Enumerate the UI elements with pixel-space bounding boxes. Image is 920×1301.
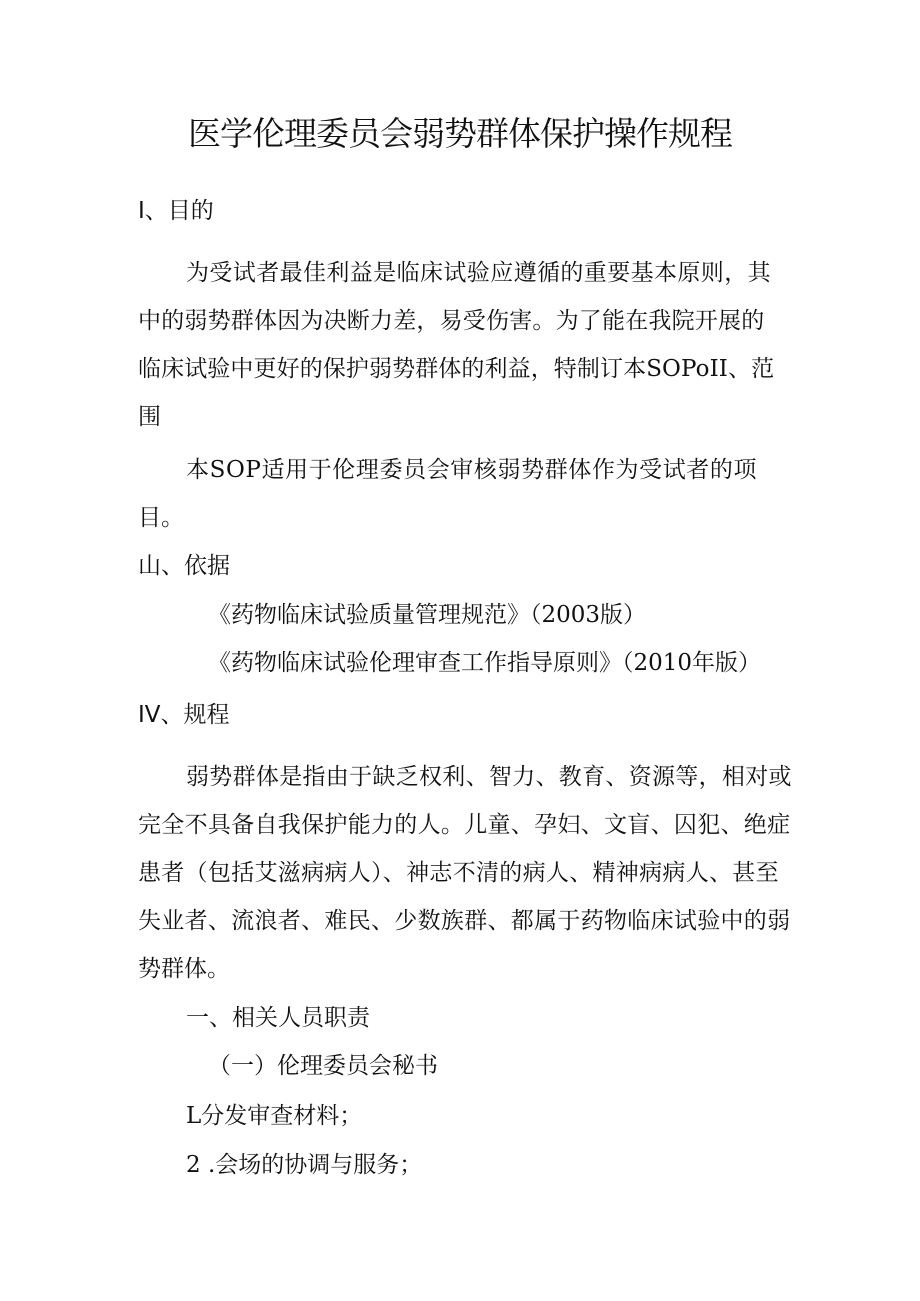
section-heading-procedure: IV、规程 xyxy=(138,702,230,728)
subheading-secretary: （一）伦理委员会秘书 xyxy=(208,1053,438,1079)
list-item: 2 .会场的协调与服务； xyxy=(186,1152,423,1178)
paragraph-line: 失业者、流浪者、难民、少数族群、都属于药物临床试验中的弱 xyxy=(138,908,791,934)
document-title: 医学伦理委员会弱势群体保护操作规程 xyxy=(188,114,732,153)
paragraph-line: 围 xyxy=(138,404,161,430)
section-heading-basis: 山、依据 xyxy=(138,553,230,579)
paragraph-line: 目。 xyxy=(138,505,184,531)
paragraph-line: 弱势群体是指由于缺乏权利、智力、教育、资源等，相对或 xyxy=(186,764,792,790)
paragraph-line: 完全不具备自我保护能力的人。儿童、孕妇、文盲、囚犯、绝症 xyxy=(138,812,791,838)
paragraph-line: 势群体。 xyxy=(138,956,230,982)
section-heading-purpose: I、目的 xyxy=(138,198,214,224)
paragraph-line: 中的弱势群体因为决断力差，易受伤害。为了能在我院开展的 xyxy=(138,308,765,334)
paragraph-line: 患者（包括艾滋病病人）、神志不清的病人、精神病病人、甚至 xyxy=(138,860,779,886)
reference-line: 《药物临床试验伦理审查工作指导原则》（2010年版） xyxy=(208,650,762,676)
paragraph-line: 本SOP适用于伦理委员会审核弱势群体作为受试者的项 xyxy=(186,457,758,483)
reference-line: 《药物临床试验质量管理规范》（2003版） xyxy=(208,602,647,628)
subheading-responsibilities: 一、相关人员职责 xyxy=(186,1005,370,1031)
paragraph-line: 临床试验中更好的保护弱势群体的利益，特制订本SOPoII、范 xyxy=(138,356,775,382)
paragraph-line: 为受试者最佳利益是临床试验应遵循的重要基本原则，其 xyxy=(186,260,771,286)
list-item: L分发审查材料； xyxy=(186,1103,363,1129)
